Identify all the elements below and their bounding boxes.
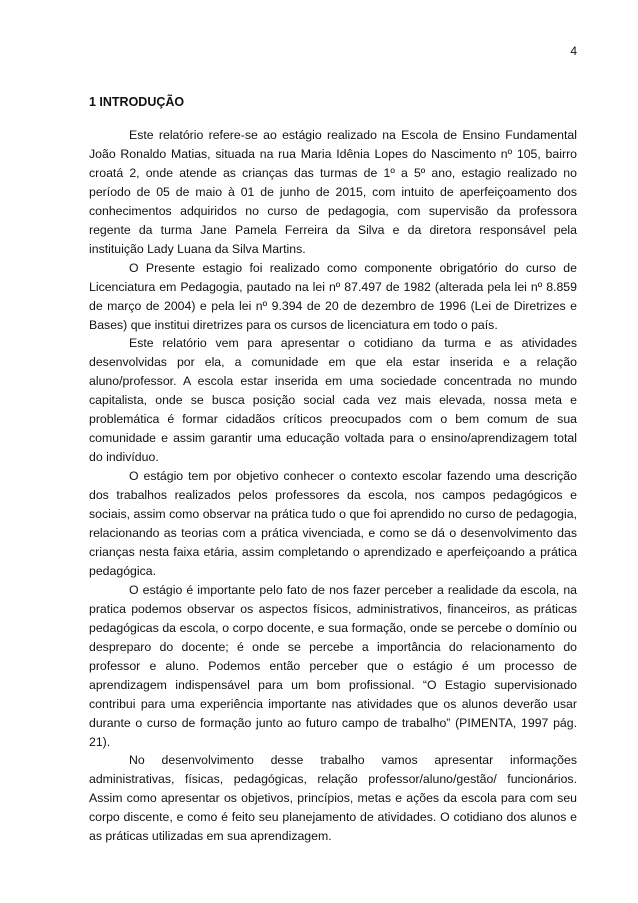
paragraph-development: No desenvolvimento desse trabalho vamos apresentar informações administrativas, físicas, pedagógicas, relação professor/aluno/gestão/ funcionários. Assim como apresentar os objetivos, princípios, metas e ações da escola para com seu corpo discente, e como é feito seu planejamento de atividades. O cotidiano dos alunos e as práticas utilizadas em sua aprendizagem. xyxy=(89,753,577,844)
paragraph-report-purpose: Este relatório vem para apresentar o cotidiano da turma e as atividades desenvolvidas por ela, a comunidade em que ela estar inserida e a relação aluno/professor. A escola estar inserida em uma sociedade concentrada no mundo capitalista, onde se busca posição social cada vez mais elevada, nossa meta e problemática é formar cidadãos críticos preocupados com o bem comum de sua comunidade e assim garantir uma educação voltada para o ensino/aprendizagem total do indivíduo. xyxy=(89,336,577,465)
paragraph-legal-basis: O Presente estagio foi realizado como componente obrigatório do curso de Licenciatura em Pedagogia, pautado na lei nº 87.497 de 1982 (alterada pela lei nº 8.859 de março de 2004) e pela lei nº 9.394 de 20 de dezembro de 1996 (Lei de Diretrizes e Bases) que institui diretrizes para os cursos de licenciatura em todo o país. xyxy=(89,260,577,332)
section-body xyxy=(89,126,577,846)
paragraph-intro: Este relatório refere-se ao estágio realizado na Escola de Ensino Fundamental João Ronaldo Matias, situada na rua Maria Idênia Lopes do Nascimento nº 105, bairro croatá 2, onde atende as crianças das turmas de 1º a 5º ano, estagio realizado no período de 05 de maio à 01 de junho de 2015, com intuito de aperfeiçoamento dos conhecimentos adquiridos no curso de pedagogia, com supervisão da professora regente da turma Jane Pamela Ferreira da Silva e da diretora responsável pela instituição Lady Luana da Silva Martins. xyxy=(89,128,577,256)
section-heading: 1 INTRODUÇÃO xyxy=(89,95,185,109)
paragraph-importance: O estágio é importante pelo fato de nos fazer perceber a realidade da escola, na pratica podemos observar os aspectos físicos, administrativos, financeiros, as práticas pedagógicas da escola, o corpo docente, e sua formação, onde se percebe o domínio ou despreparo do docente; é onde se percebe a importância do relacionamento do professor e aluno. Podemos então perceber que o estágio é um processo de aprendizagem indispensável para um bom profissional. “O Estagio supervisionado contribui para uma experiência importante nas atividades que os alunos deverão usar durante o curso de formação junto ao futuro campo de trabalho” (PIMENTA, 1997 pág. 21). xyxy=(89,582,577,749)
paragraph-objective: O estágio tem por objetivo conhecer o contexto escolar fazendo uma descrição dos trabalhos realizados pelos professores da escola, nos campos pedagógicos e sociais, assim como observar na prática tudo o que foi aprendido no curso de pedagogia, relacionando as teorias com a prática vivenciada, e como se dá o desenvolvimento das crianças nesta faixa etária, assim completando o aprendizado e aperfeiçoando a prática pedagógica. xyxy=(89,469,577,578)
page-number: 4 xyxy=(570,44,577,58)
